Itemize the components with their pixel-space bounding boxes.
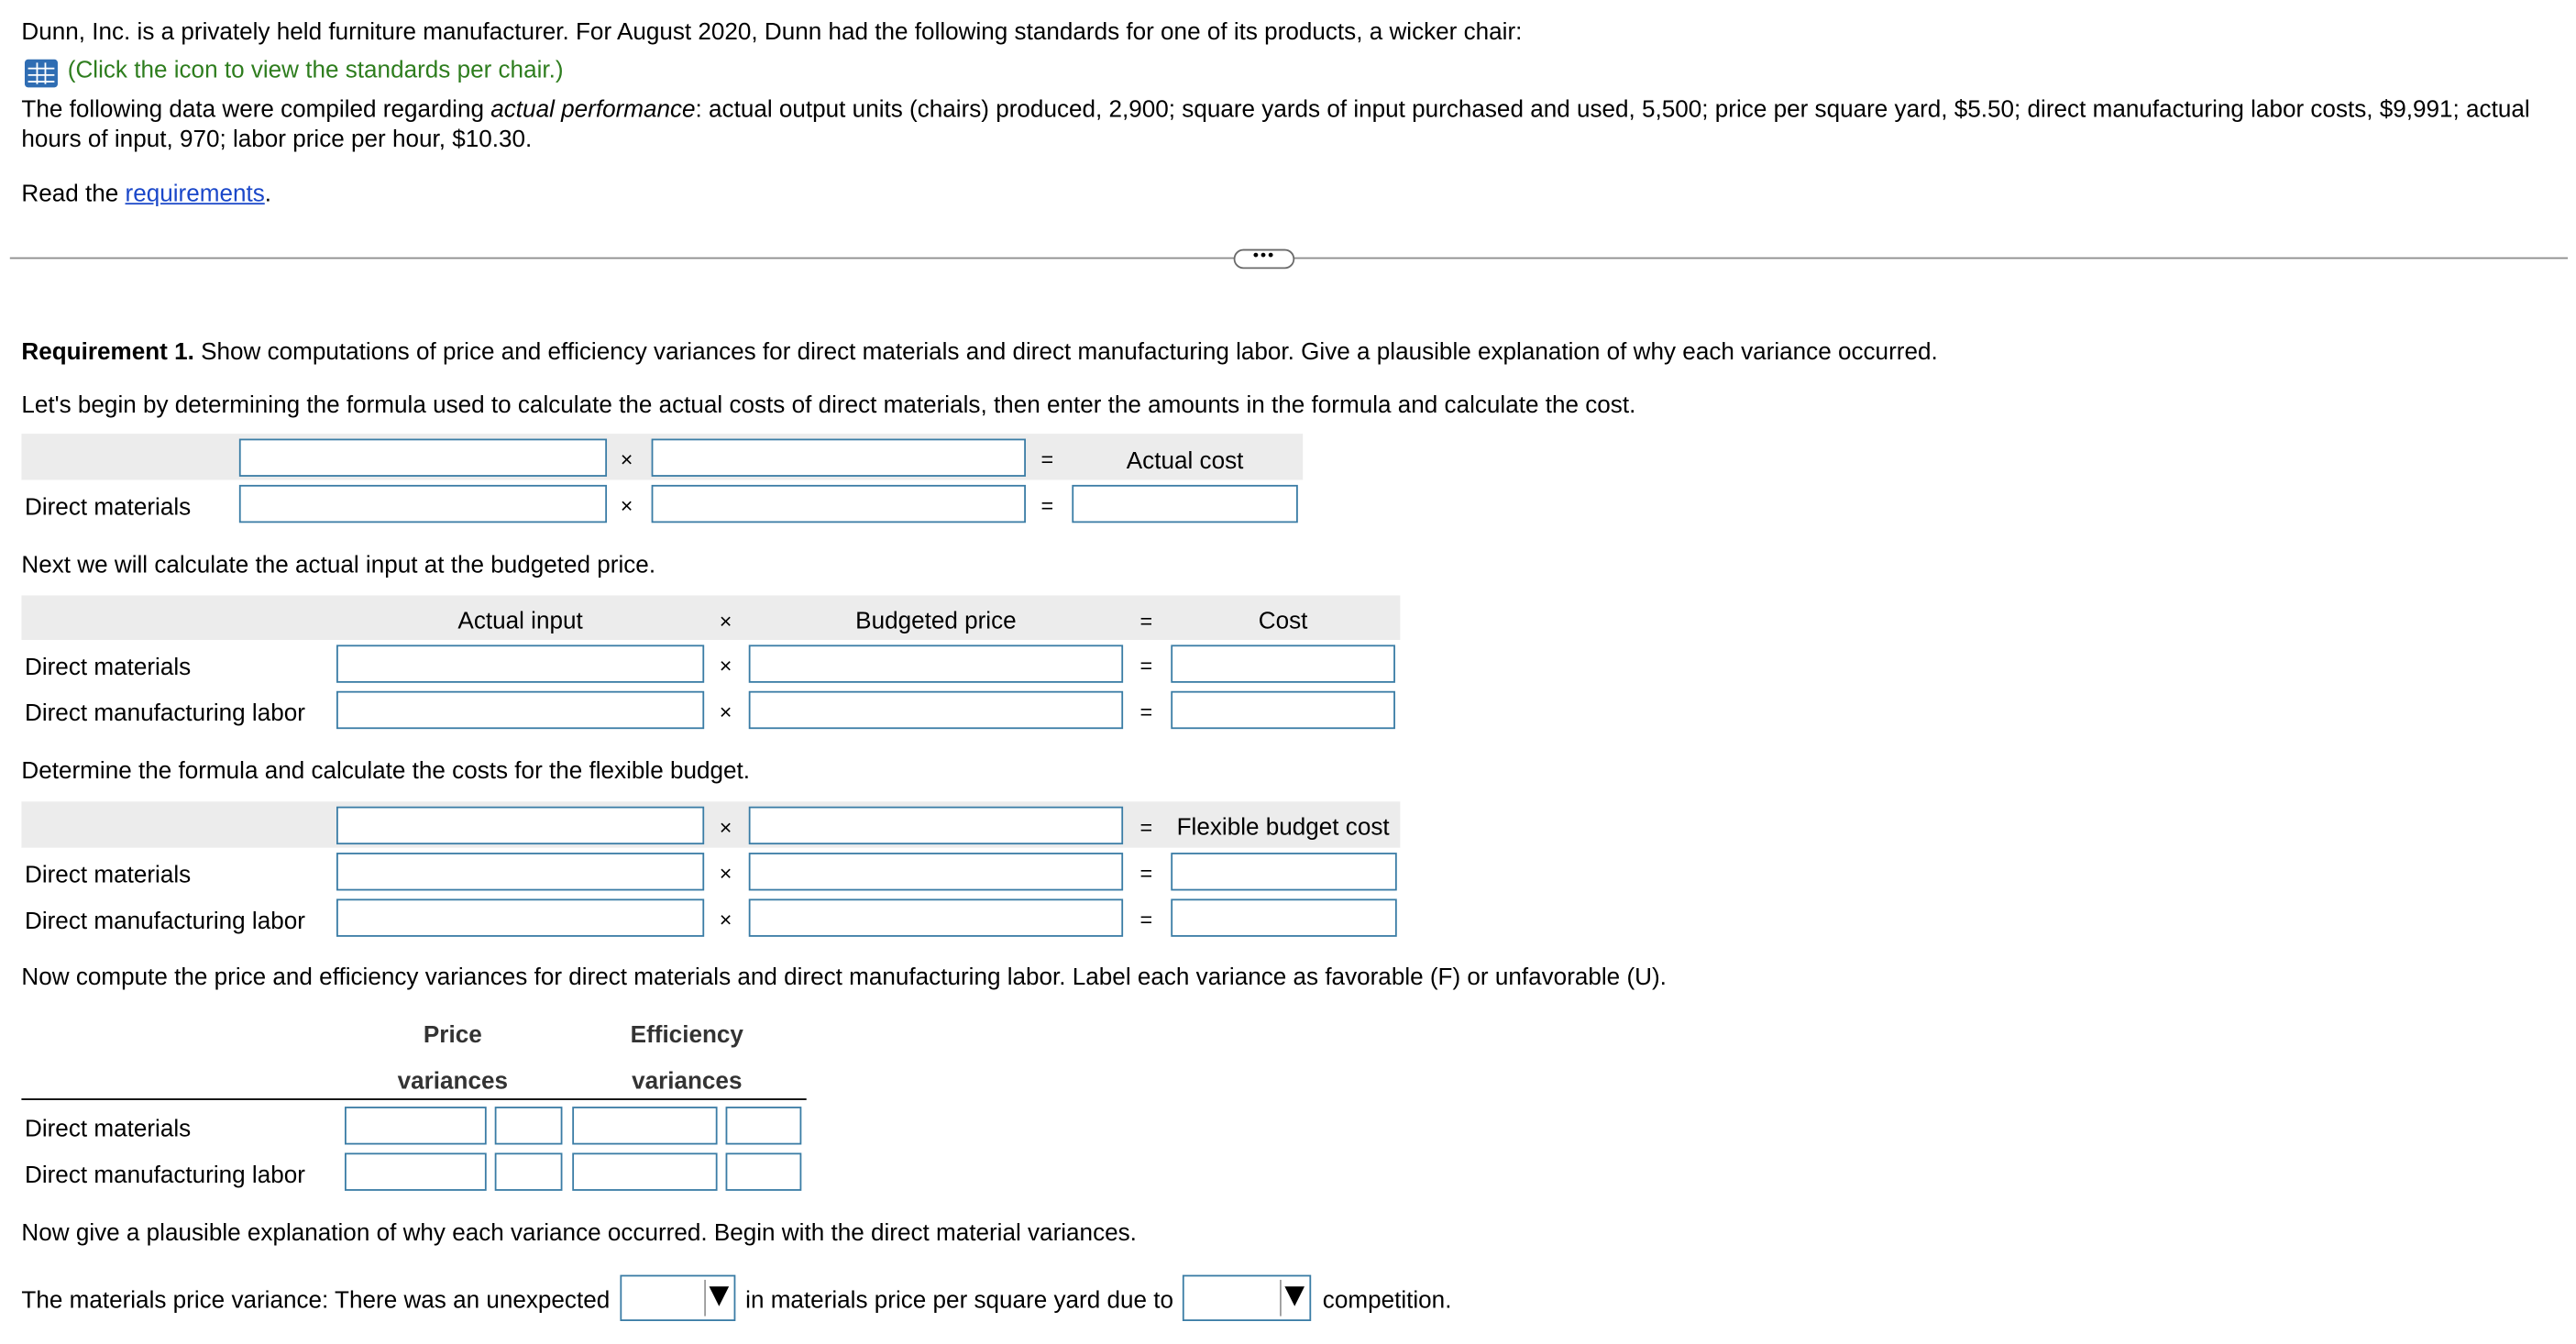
flexible-dm-cost-input[interactable] (1171, 853, 1396, 890)
actual-performance-emphasis: actual performance (490, 97, 696, 124)
equals-sign: = (1040, 446, 1054, 472)
problem-intro: Dunn, Inc. is a privately held furniture manufacturer. For August 2020, Dunn had the following standards for one of its products, a wicker chair: (21, 19, 1523, 47)
view-standards-link[interactable]: (Click the icon to view the standards per chair.) (67, 57, 564, 84)
actual-input-header: Actual input (457, 608, 583, 635)
times-sign: × (620, 492, 633, 518)
actual-cost-formula-term2-input[interactable] (652, 439, 1026, 477)
efficiency-variances-header-line1: Efficiency (630, 1022, 743, 1050)
requirement-1-label: Requirement 1. (21, 339, 194, 367)
dropdown-divider (1280, 1280, 1282, 1316)
requirement-1-text: Show computations of price and efficiency variances for direct materials and direct manufacturing labor. Give a plausible explanation of why each variance occurred. (193, 339, 1938, 367)
flexible-budget-cost-header: Flexible budget cost (1176, 814, 1390, 842)
dl-price-variance-fu-input[interactable] (495, 1153, 563, 1191)
flexible-formula-term2-input[interactable] (749, 807, 1123, 844)
budgeted-dm-cost-input[interactable] (1171, 644, 1395, 682)
times-sign: × (719, 608, 732, 633)
materials-price-sentence-part2: in materials price per square yard due to (745, 1288, 1174, 1315)
budgeted-dl-actual-input[interactable] (336, 691, 704, 729)
dm-price-variance-fu-input[interactable] (495, 1107, 563, 1144)
flexible-dm-term2-input[interactable] (749, 853, 1123, 890)
efficiency-variances-header-line2: variances (632, 1068, 743, 1096)
dropdown-arrow-icon (710, 1286, 730, 1306)
row-label-direct-materials: Direct materials (24, 655, 192, 681)
actual-cost-instruction: Let's begin by determining the formula used to calculate the actual costs of direct materials, then enter the amounts in the formula and calculate the cost. (21, 392, 1636, 419)
dropdown-arrow-icon (1284, 1286, 1305, 1306)
equals-sign: = (1139, 699, 1153, 724)
times-sign: × (719, 699, 732, 724)
budgeted-dl-price-input[interactable] (749, 691, 1123, 729)
requirement-1-heading (21, 338, 1937, 368)
dm-efficiency-variance-input[interactable] (572, 1107, 717, 1144)
times-sign: × (719, 653, 732, 678)
row-label-direct-materials: Direct materials (24, 494, 192, 522)
header-underline (21, 1098, 806, 1100)
actual-cost-dm-result-input[interactable] (1072, 485, 1297, 523)
read-prefix: Read the (21, 181, 126, 208)
equals-sign: = (1139, 814, 1153, 840)
times-sign: × (719, 814, 732, 840)
row-label-direct-materials: Direct materials (24, 1116, 192, 1143)
budgeted-dl-cost-input[interactable] (1171, 691, 1395, 729)
times-sign: × (719, 907, 732, 932)
flexible-dl-term1-input[interactable] (336, 898, 704, 936)
read-suffix: . (264, 181, 272, 208)
times-sign: × (719, 861, 732, 887)
equals-sign: = (1040, 492, 1054, 518)
actual-cost-formula-term1-input[interactable] (239, 439, 607, 477)
cost-header: Cost (1258, 608, 1308, 635)
actual-performance-data: : actual output units (chairs) produced, 2,900; square yards of input purchased and used, 5,500; price per square yard, $5.50; direct manufacturing labor costs, $9,991; actual hours of input, 970; labor price per hour, $10.30. (21, 97, 2530, 154)
actual-performance-text (21, 95, 2544, 155)
dl-efficiency-variance-input[interactable] (572, 1153, 717, 1191)
price-variances-header-line2: variances (397, 1068, 509, 1096)
equals-sign: = (1139, 861, 1153, 887)
dropdown-divider (704, 1280, 706, 1316)
actual-cost-dm-term2-input[interactable] (652, 485, 1026, 523)
budgeted-price-instruction: Next we will calculate the actual input at the budgeted price. (21, 552, 656, 579)
materials-price-sentence-part3: competition. (1322, 1288, 1452, 1315)
row-label-direct-labor: Direct manufacturing labor (24, 1162, 305, 1190)
flexible-dl-term2-input[interactable] (749, 898, 1123, 936)
dl-price-variance-input[interactable] (345, 1153, 487, 1191)
equals-sign: = (1139, 653, 1153, 678)
row-label-direct-materials: Direct materials (24, 862, 192, 889)
row-label-direct-labor: Direct manufacturing labor (24, 700, 305, 728)
budgeted-price-header: Budgeted price (855, 608, 1017, 635)
budgeted-dm-actual-input[interactable] (336, 644, 704, 682)
materials-price-sentence-part1: The materials price variance: There was an unexpected (21, 1288, 611, 1315)
row-label-direct-labor: Direct manufacturing labor (24, 909, 305, 936)
competition-dropdown[interactable] (1183, 1275, 1311, 1321)
price-variances-header-line1: Price (423, 1022, 482, 1050)
read-requirements-line (21, 180, 271, 209)
equals-sign: = (1139, 608, 1153, 633)
flexible-dm-term1-input[interactable] (336, 853, 704, 890)
explanation-instruction: Now give a plausible explanation of why each variance occurred. Begin with the direct material variances. (21, 1220, 1137, 1248)
dm-price-variance-input[interactable] (345, 1107, 487, 1144)
expand-more-button[interactable]: ••• (1234, 249, 1295, 270)
requirements-link[interactable]: requirements (125, 181, 265, 208)
price-change-dropdown[interactable] (620, 1275, 735, 1321)
times-sign: × (620, 446, 633, 472)
variances-instruction: Now compute the price and efficiency variances for direct materials and direct manufacturing labor. Label each variance as favorable (F) or unfavorable (U). (21, 964, 1667, 992)
flexible-formula-term1-input[interactable] (336, 807, 704, 844)
flexible-dl-cost-input[interactable] (1171, 898, 1396, 936)
budgeted-dm-price-input[interactable] (749, 644, 1123, 682)
equals-sign: = (1139, 907, 1153, 932)
actual-performance-prefix: The following data were compiled regarding (21, 97, 491, 124)
dl-efficiency-variance-fu-input[interactable] (726, 1153, 802, 1191)
dm-efficiency-variance-fu-input[interactable] (726, 1107, 802, 1144)
flexible-budget-instruction: Determine the formula and calculate the costs for the flexible budget. (21, 758, 751, 786)
actual-cost-header: Actual cost (1126, 448, 1244, 476)
table-grid-icon[interactable] (25, 60, 58, 88)
actual-cost-dm-term1-input[interactable] (239, 485, 607, 523)
